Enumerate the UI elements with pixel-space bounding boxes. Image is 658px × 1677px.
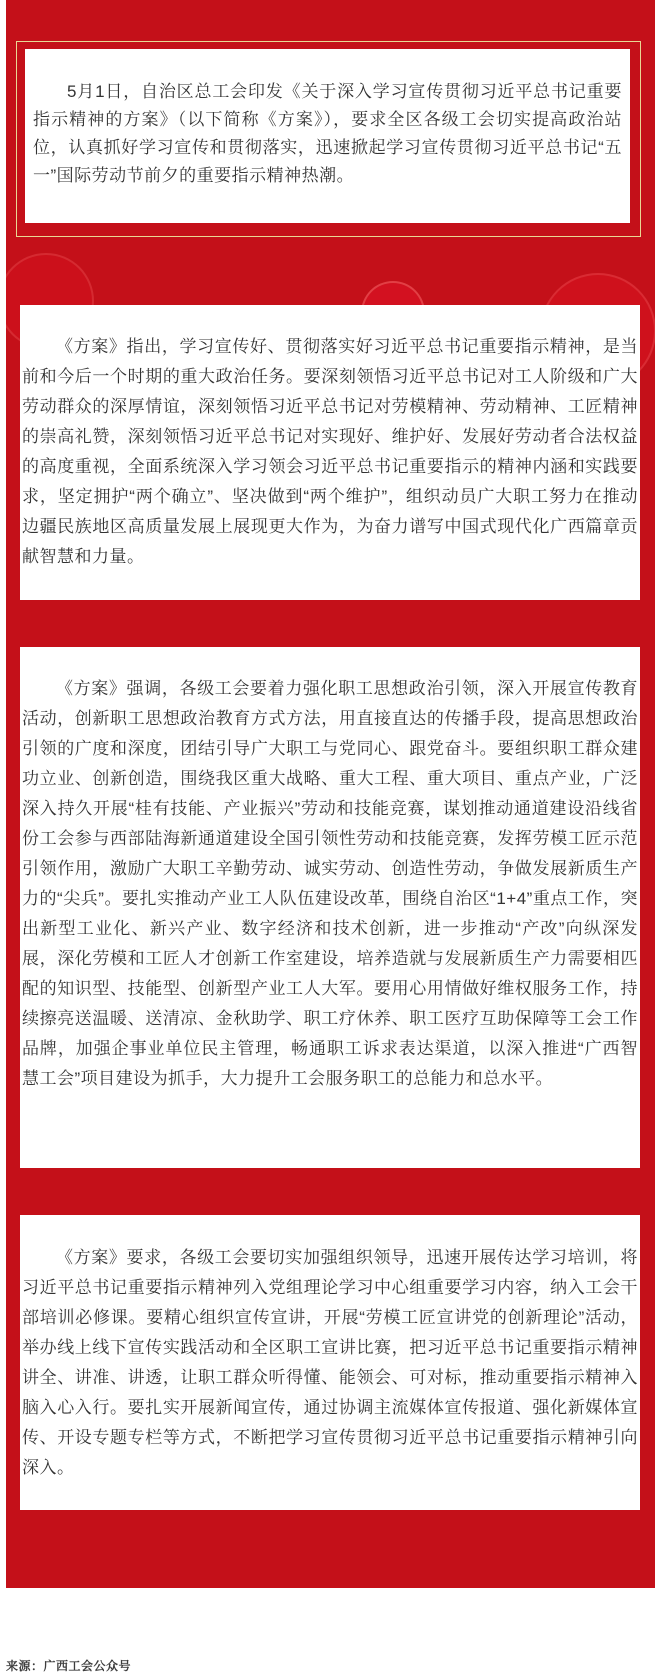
red-background bbox=[6, 0, 655, 1588]
plan-emphasis-text: 《方案》强调，各级工会要着力强化职工思想政治引领，深入开展宣传教育活动，创新职工思想政治教育方式方法，用直接直达的传播手段，提高思想政治引领的广度和深度，团结引导广大职工与党同心、跟党奋斗。要组织职工群众建功立业、创新创造，围绕我区重大战略、重大工程、重大项目、重点产业，广泛深入持久开展“桂有技能、产业振兴”劳动和技能竞赛，谋划推动通道建设沿线省份工会参与西部陆海新通道建设全国引领性劳动和技能竞赛，发挥劳模工匠示范引领作用，激励广大职工辛勤劳动、诚实劳动、创造性劳动，争做发展新质生产力的“尖兵”。要扎实推动产业工人队伍建设改革，围绕自治区“1+4”重点工作，突出新型工业化、新兴产业、数字经济和技术创新，进一步推动“产改”向纵深发展，深化劳模和工匠人才创新工作室建设，培养造就与发展新质生产力需要相匹配的知识型、技能型、创新型产业工人大军。要用心用情做好维权服务工作，持续擦亮送温暖、送清凉、金秋助学、职工疗休养、职工医疗互助保障等工会工作品牌，加强企事业单位民主管理，畅通职工诉求表达渠道，以深入推进“广西智慧工会”项目建设为抓手，大力提升工会服务职工的总能力和总水平。 bbox=[22, 679, 638, 1088]
lead-paragraph-box bbox=[25, 49, 630, 223]
plan-emphasis-box bbox=[20, 647, 640, 1168]
plan-points-text: 《方案》指出，学习宣传好、贯彻落实好习近平总书记重要指示精神，是当前和今后一个时期的重大政治任务。要深刻领悟习近平总书记对工人阶级和广大劳动群众的深厚情谊，深刻领悟习近平总书记对劳模精神、劳动精神、工匠精神的崇高礼赞，深刻领悟习近平总书记对实现好、维护好、发展好劳动者合法权益的高度重视，全面系统深入学习领会习近平总书记重要指示的精神内涵和实践要求，坚定拥护“两个确立”、坚决做到“两个维护”，组织动员广大职工努力在推动边疆民族地区高质量发展上展现更大作为，为奋力谱写中国式现代化广西篇章贡献智慧和力量。 bbox=[22, 337, 638, 566]
source-credit: 来源：广西工会公众号 bbox=[6, 1659, 132, 1673]
plan-points-box bbox=[20, 305, 640, 600]
lead-paragraph-text: 5月1日，自治区总工会印发《关于深入学习宣传贯彻习近平总书记重要指示精神的方案》（以下简称《方案》），要求全区各级工会切实提高政治站位，认真抓好学习宣传和贯彻落实，迅速掀起学习宣传贯彻习近平总书记“五一”国际劳动节前夕的重要指示精神热潮。 bbox=[33, 82, 622, 185]
plan-requirements-text: 《方案》要求，各级工会要切实加强组织领导，迅速开展传达学习培训，将习近平总书记重要指示精神列入党组理论学习中心组重要学习内容，纳入工会干部培训必修课。要精心组织宣传宣讲，开展“劳模工匠宣讲党的创新理论”活动，举办线上线下宣传实践活动和全区职工宣讲比赛，把习近平总书记重要指示精神讲全、讲准、讲透，让职工群众听得懂、能领会、可对标，推动重要指示精神入脑入心入行。要扎实开展新闻宣传，通过协调主流媒体宣传报道、强化新媒体宣传、开设专题专栏等方式，不断把学习宣传贯彻习近平总书记重要指示精神引向深入。 bbox=[22, 1248, 638, 1477]
plan-requirements-box bbox=[20, 1215, 640, 1510]
